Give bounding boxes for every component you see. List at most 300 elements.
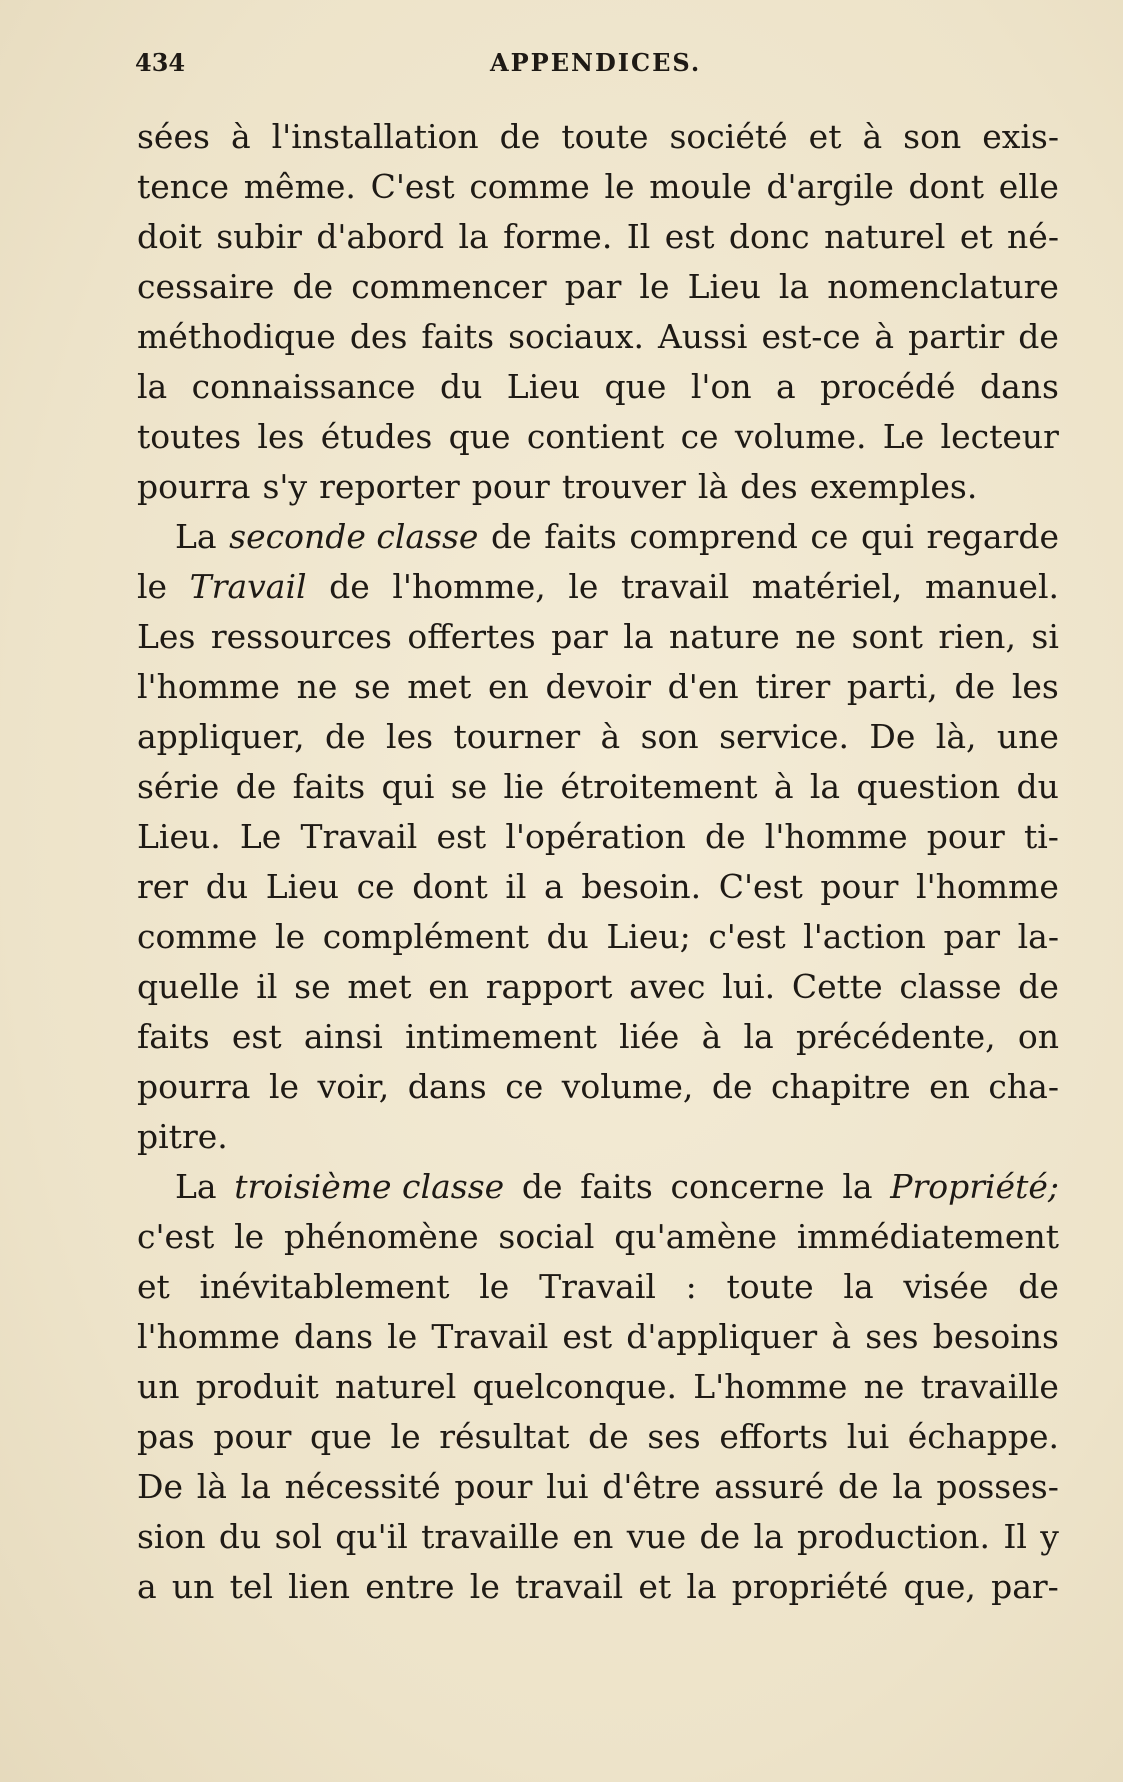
word: faits [292, 767, 366, 806]
word: besoins [932, 1317, 1059, 1356]
word: pas [137, 1417, 195, 1456]
word: le [275, 917, 306, 956]
word: ne [296, 667, 338, 706]
word: Le [239, 817, 282, 856]
word: met [347, 967, 412, 1006]
word: que [604, 367, 667, 406]
word: dont [908, 167, 985, 206]
text-line [137, 112, 1059, 162]
text-line [137, 412, 1059, 462]
word: à [600, 717, 621, 756]
word: à [701, 1017, 722, 1056]
word: par [551, 617, 608, 656]
word: de [491, 517, 532, 556]
word: forme. [503, 217, 613, 256]
text-line [137, 1412, 1059, 1462]
word: ce [505, 1067, 544, 1106]
text-line [137, 612, 1059, 662]
word: intimement [405, 1017, 597, 1056]
text-line [137, 1012, 1059, 1062]
word: la [843, 1267, 874, 1306]
word: est [664, 217, 715, 256]
word: devoir [545, 667, 651, 706]
word: de [1018, 967, 1059, 1006]
word: visée [903, 1267, 989, 1306]
word: ce [356, 867, 395, 906]
word: : [685, 1267, 697, 1306]
word: phénomène [283, 1217, 479, 1256]
word: voir, [317, 1067, 390, 1106]
word: ainsi [303, 1017, 383, 1056]
word: se [294, 967, 331, 1006]
word: la [240, 1467, 271, 1506]
text-line [137, 662, 1059, 712]
text-line [137, 1162, 1059, 1212]
word: Le [882, 417, 925, 456]
word: Travail [539, 1267, 656, 1306]
word: volume. [734, 417, 867, 456]
word: posses- [936, 1467, 1059, 1506]
word: commencer [351, 267, 547, 306]
text-line [137, 1462, 1059, 1512]
word: des [740, 467, 798, 506]
word: La [175, 1167, 217, 1206]
word: la [842, 1167, 873, 1206]
word: du [439, 367, 483, 406]
word: lui [546, 1467, 589, 1506]
word: là, [935, 717, 977, 756]
text-line [137, 562, 1059, 612]
word: par [943, 917, 1001, 956]
word: les [257, 417, 305, 456]
word: le [604, 167, 635, 206]
word: né- [1007, 217, 1059, 256]
word: pitre. [137, 1117, 228, 1156]
word: elle [998, 167, 1059, 206]
word: ce [810, 517, 849, 556]
word: résultat [439, 1417, 570, 1456]
word: sées [137, 117, 210, 156]
word: C'est [370, 167, 455, 206]
word: chapitre [771, 1067, 911, 1106]
text-line [137, 512, 1059, 562]
word: quelle [137, 967, 240, 1006]
word: du [218, 1517, 262, 1556]
word: en [487, 667, 529, 706]
word: ti- [1023, 817, 1059, 856]
word: ce [680, 417, 719, 456]
word: Lieu [265, 867, 339, 906]
word: produit [195, 1367, 319, 1406]
text-line [137, 312, 1059, 362]
word: Les [137, 617, 196, 656]
word: pourra [137, 467, 251, 506]
word: par [564, 267, 622, 306]
word: à [773, 767, 794, 806]
body-text [137, 112, 1059, 1612]
text-line [137, 1062, 1059, 1112]
word: d'appliquer [626, 1317, 818, 1356]
word: de [838, 1467, 879, 1506]
word: est [436, 817, 487, 856]
word: à [874, 317, 895, 356]
word: l'homme [137, 1317, 280, 1356]
word: manuel. [924, 567, 1059, 606]
word: l'homme [916, 867, 1059, 906]
word: volume, [561, 1067, 694, 1106]
word: pour [926, 817, 1005, 856]
word: Aussi [657, 317, 748, 356]
word: il [505, 867, 527, 906]
word: à [230, 117, 251, 156]
text-line [137, 962, 1059, 1012]
word: un [171, 1567, 215, 1606]
word: a [776, 367, 796, 406]
word: lui. [722, 967, 776, 1006]
word: d'argile [766, 167, 894, 206]
word: et [137, 1267, 170, 1306]
word: Lieu. [137, 817, 221, 856]
word: le [568, 567, 599, 606]
word: de [235, 767, 277, 806]
word: met [407, 667, 472, 706]
word: procédé [820, 367, 956, 406]
word: complément [322, 917, 529, 956]
word: Il [1003, 1517, 1027, 1556]
word: ressources [210, 617, 392, 656]
word: parti, [846, 667, 938, 706]
text-line [137, 262, 1059, 312]
word: la [753, 1517, 784, 1556]
word: l'homme [137, 667, 280, 706]
word: rien, [938, 617, 1016, 656]
word: De [137, 1467, 183, 1506]
word: tel [229, 1567, 273, 1606]
word: Lieu [687, 267, 761, 306]
word: les [386, 717, 434, 756]
word: tourner [453, 717, 581, 756]
word: précédente, [795, 1017, 996, 1056]
word: reporter [319, 467, 460, 506]
word: études [320, 417, 433, 456]
word: la [458, 217, 489, 256]
word: Travail [300, 817, 418, 856]
word: d'en [667, 667, 739, 706]
word: avec [629, 967, 706, 1006]
word: qui [381, 767, 435, 806]
word: de [705, 817, 746, 856]
word: dans [294, 1317, 374, 1356]
word: besoin. [581, 867, 702, 906]
word: cessaire [137, 267, 275, 306]
word: en [929, 1067, 970, 1106]
word: le [390, 1417, 421, 1456]
word: faits [421, 317, 495, 356]
word: social [498, 1217, 595, 1256]
word: dans [979, 367, 1059, 406]
word: de [1018, 1267, 1059, 1306]
word: ne [863, 1367, 905, 1406]
word: pourra [137, 1067, 251, 1106]
word: du [1016, 767, 1059, 806]
word: le [137, 567, 168, 606]
word: offertes [407, 617, 536, 656]
word: son [903, 117, 962, 156]
word: toutes [137, 417, 242, 456]
word: que, [903, 1567, 976, 1606]
word: et [959, 217, 993, 256]
word: l'on [690, 367, 752, 406]
word: c'est [137, 1217, 215, 1256]
word: la- [1017, 917, 1059, 956]
word: par- [991, 1567, 1059, 1606]
word: qu'il [335, 1517, 408, 1556]
word: d'abord [316, 217, 445, 256]
word: contient [526, 417, 665, 456]
word: on [1017, 1017, 1059, 1056]
word: société [669, 117, 788, 156]
word: si [1031, 617, 1059, 656]
text-line [137, 1512, 1059, 1562]
word: efforts [719, 1417, 829, 1456]
word: y [1040, 1517, 1059, 1556]
text-line [137, 812, 1059, 862]
word: l'installation [271, 117, 479, 156]
word: concerne [670, 1167, 825, 1206]
word: le [479, 1267, 510, 1306]
word: Lieu [506, 367, 581, 406]
word: c'est [708, 917, 786, 956]
word: La [175, 517, 217, 556]
word: l'action [803, 917, 926, 956]
word: Cette [791, 967, 883, 1006]
word: travail [515, 1567, 624, 1606]
word: de [699, 1517, 741, 1556]
running-head: APPENDICES. [490, 48, 702, 77]
word: l'homme [764, 817, 908, 856]
word: faits [544, 517, 617, 556]
word: un [137, 1367, 180, 1406]
word: et [808, 117, 842, 156]
word: vue [626, 1517, 687, 1556]
word: regarde [926, 517, 1059, 556]
word: la [623, 617, 654, 656]
text-line [137, 212, 1059, 262]
word: méthodique [137, 317, 336, 356]
word: ses [647, 1417, 701, 1456]
text-line [137, 362, 1059, 412]
text-line [137, 1262, 1059, 1312]
word: sont [851, 617, 923, 656]
word: est [231, 1017, 282, 1056]
word: le [234, 1217, 265, 1256]
word: classe [899, 967, 1002, 1006]
word: immédiatement [796, 1217, 1059, 1256]
word: travaille [421, 1517, 560, 1556]
word: partir [908, 317, 1005, 356]
word: C'est [718, 867, 803, 906]
word: de [954, 667, 996, 706]
word: naturel [824, 217, 946, 256]
word: que [448, 417, 511, 456]
word: l'homme, [392, 567, 546, 606]
word: pour [471, 467, 550, 506]
text-line [137, 1212, 1059, 1262]
word: pour [213, 1417, 292, 1456]
italic-phrase: troisième classe [234, 1167, 505, 1206]
word: service. [719, 717, 850, 756]
word: le [387, 1317, 418, 1356]
word: de [324, 717, 366, 756]
word: liée [619, 1017, 680, 1056]
word: la [809, 767, 841, 806]
text-line [137, 162, 1059, 212]
word: exis- [982, 117, 1059, 156]
word: entre [365, 1567, 455, 1606]
word: inévitablement [199, 1267, 450, 1306]
word: nomenclature [827, 267, 1059, 306]
word: comme [469, 167, 590, 206]
word: le [268, 1067, 300, 1106]
word: la [743, 1017, 774, 1056]
word: qui [860, 517, 914, 556]
italic-phrase: seconde classe [229, 517, 479, 556]
word: toute [561, 117, 649, 156]
italic-word: Propriété; [890, 1167, 1059, 1206]
word: comprend [629, 517, 798, 556]
word: à [831, 1317, 852, 1356]
word: du [205, 867, 249, 906]
word: faits [580, 1167, 653, 1206]
word: se [450, 767, 488, 806]
word: lien [288, 1567, 351, 1606]
word: production. [796, 1517, 991, 1556]
word: donc [728, 217, 810, 256]
word: De [869, 717, 916, 756]
word: la [137, 367, 168, 406]
word: L'homme [693, 1367, 848, 1406]
word: rapport [485, 967, 613, 1006]
word: en [428, 967, 470, 1006]
word: la [686, 1567, 717, 1606]
word: du [546, 917, 589, 956]
word: sion [137, 1517, 206, 1556]
word: est-ce [761, 317, 861, 356]
word: de [499, 117, 541, 156]
text-line [137, 712, 1059, 762]
word: la [892, 1467, 923, 1506]
word: Travail [431, 1317, 549, 1356]
word: comme [137, 917, 258, 956]
word: lui [846, 1417, 890, 1456]
word: matériel, [751, 567, 903, 606]
word: appliquer, [137, 717, 305, 756]
word: d'être [602, 1467, 701, 1506]
word: le [639, 267, 670, 306]
text-line [137, 1112, 1059, 1162]
word: de [329, 567, 370, 606]
word: là [697, 467, 729, 506]
word: pour [820, 867, 899, 906]
word: rer [137, 867, 189, 906]
word: tirer [755, 667, 831, 706]
word: des [349, 317, 408, 356]
word: il [256, 967, 278, 1006]
word: la [778, 267, 810, 306]
word: pour [454, 1467, 533, 1506]
text-line [137, 462, 1059, 512]
word: de [588, 1417, 629, 1456]
word: propriété [731, 1567, 889, 1606]
word: l'opération [505, 817, 686, 856]
word: ses [865, 1317, 919, 1356]
text-line [137, 862, 1059, 912]
text-line [137, 912, 1059, 962]
word: ne [795, 617, 837, 656]
word: naturel [334, 1367, 457, 1406]
word: là [196, 1467, 227, 1506]
word: dans [407, 1067, 487, 1106]
word: toute [726, 1267, 814, 1306]
word: les [1011, 667, 1059, 706]
word: exemples. [809, 467, 978, 506]
word: nature [669, 617, 780, 656]
word: une [996, 717, 1059, 756]
word: nécessité [284, 1467, 441, 1506]
word: a [544, 867, 564, 906]
word: série [137, 767, 220, 806]
word: trouver [561, 467, 686, 506]
word: faits [137, 1017, 210, 1056]
word: lecteur [940, 417, 1059, 456]
word: son [640, 717, 699, 756]
word: sol [274, 1517, 322, 1556]
word: Il [626, 217, 651, 256]
word: se [354, 667, 391, 706]
word: s'y [262, 467, 308, 506]
word: en [572, 1517, 614, 1556]
word: de [1018, 317, 1059, 356]
text-line [137, 1312, 1059, 1362]
word: subir [216, 217, 302, 256]
word: de [521, 1167, 563, 1206]
page-number: 434 [135, 48, 186, 77]
word: doit [137, 217, 202, 256]
word: tence [137, 167, 230, 206]
word: quelconque. [472, 1367, 677, 1406]
word: le [469, 1567, 500, 1606]
page-header [135, 48, 1060, 88]
word: de [292, 267, 334, 306]
word: moule [649, 167, 752, 206]
word: a [137, 1567, 157, 1606]
word: étroitement [560, 767, 758, 806]
word: lie [503, 767, 545, 806]
word: question [856, 767, 1001, 806]
text-line [137, 1362, 1059, 1412]
word: cha- [988, 1067, 1059, 1106]
word: sociaux. [508, 317, 644, 356]
word: Lieu; [606, 917, 691, 956]
word: échappe. [907, 1417, 1059, 1456]
italic-word: Travail [189, 567, 307, 606]
word: même. [243, 167, 356, 206]
word: travaille [920, 1367, 1059, 1406]
word: dont [412, 867, 488, 906]
word: que [309, 1417, 372, 1456]
word: est [562, 1317, 613, 1356]
word: assuré [714, 1467, 825, 1506]
